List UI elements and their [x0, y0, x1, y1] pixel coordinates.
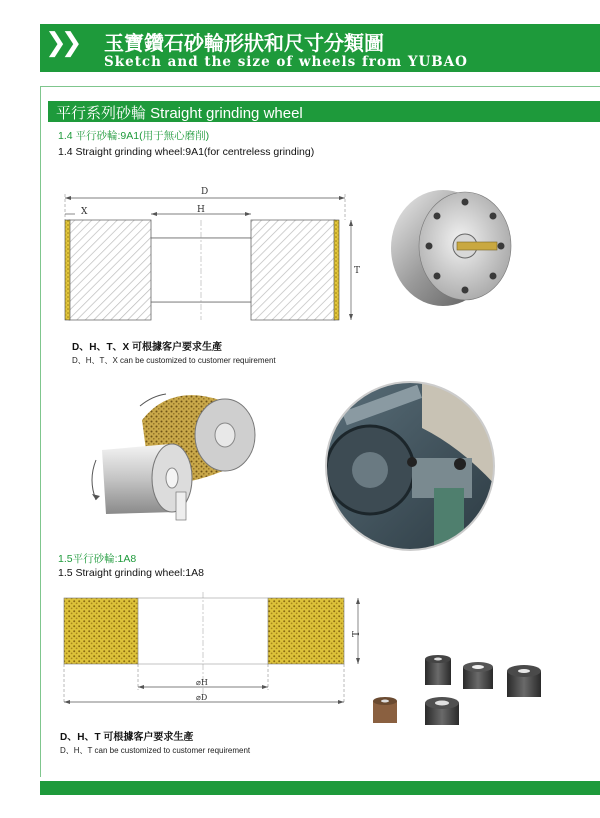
- dim-t-label: T: [354, 266, 361, 276]
- dim-h-label-1a8: ⌀H: [196, 678, 208, 687]
- dim-d-label: D: [201, 187, 209, 197]
- drawing-1a8: [58, 590, 368, 710]
- item-1-5-title-zh: 1.5平行砂輪:1A8: [58, 553, 137, 565]
- dim-h-label: H: [197, 205, 205, 215]
- item-1-5-title-en: 1.5 Straight grinding wheel:1A8: [58, 567, 204, 579]
- item-1-4-title-en: 1.4 Straight grinding wheel:9A1(for centreless grinding): [58, 146, 315, 158]
- dim-d-label-1a8: ⌀D: [196, 693, 208, 702]
- dim-t-label-1a8: T: [352, 630, 362, 637]
- drawing-9a1: [55, 180, 365, 330]
- item-1-4-note-zh: D、H、T、X 可根據客户要求生產: [72, 342, 222, 353]
- wheels-1a8-photo: [365, 645, 545, 735]
- footer-bar: [40, 781, 600, 795]
- wheel-9a1-photo: [385, 180, 525, 310]
- page-subtitle: Sketch and the size of wheels from YUBAO: [104, 54, 468, 70]
- grinding-machine-photo: [322, 378, 498, 554]
- centreless-rollers-illustration: [80, 380, 280, 530]
- page-title: 玉寶鑽石砂輪形狀和尺寸分類圖: [104, 31, 384, 55]
- item-1-4-note-en: D、H、T、X can be customized to customer requirement: [72, 356, 276, 365]
- section-title: 平行系列砂輪 Straight grinding wheel: [56, 105, 303, 122]
- double-chevron-icon: ❯❯: [45, 27, 77, 57]
- item-1-4-title-zh: 1.4 平行砂輪:9A1(用于無心磨削): [58, 130, 210, 142]
- dim-x-label: X: [81, 207, 88, 217]
- item-1-5-note-zh: D、H、T 可根據客户要求生產: [60, 732, 194, 743]
- item-1-5-note-en: D、H、T can be customized to customer requirement: [60, 746, 251, 755]
